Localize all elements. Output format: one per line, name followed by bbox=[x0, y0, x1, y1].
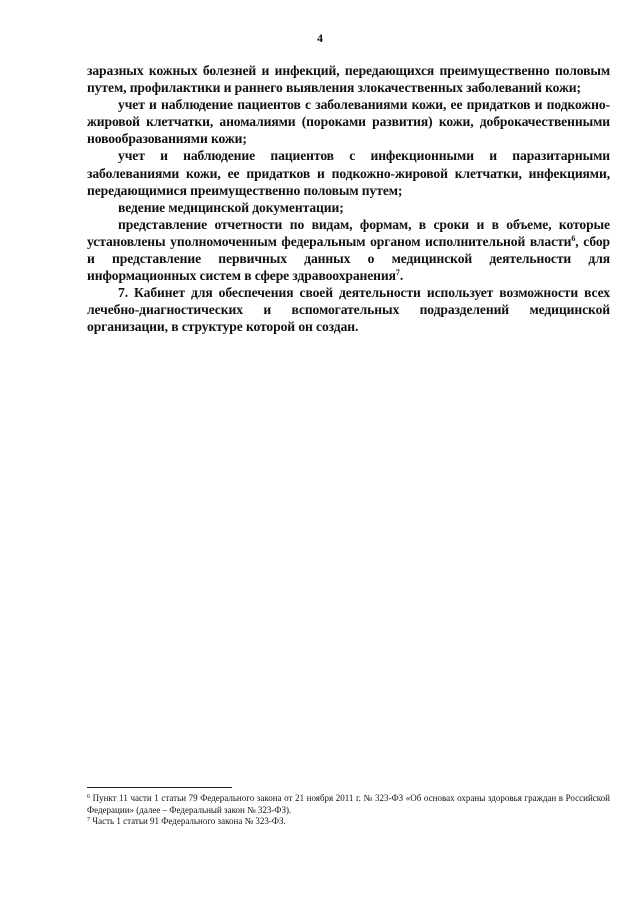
footnotes bbox=[87, 793, 610, 828]
paragraph-skin-diseases-continuation: заразных кожных болезней и инфекций, передающихся преимущественно половым путем, профилактики и раннего выявления злокачественных заболеваний кожи; bbox=[87, 63, 610, 96]
paragraph-skin-patients-registry: учет и наблюдение пациентов с заболеваниями кожи, ее придатков и подкожно-жировой клетчатки, аномалиями (пороками развития) кожи, доброкачественными новообразованиями кожи; bbox=[87, 97, 610, 147]
footnote-7 bbox=[87, 816, 610, 828]
footnote-6 bbox=[87, 793, 610, 816]
footnote-7-marker: 7 bbox=[87, 817, 90, 823]
footnote-7-text: Часть 1 статьи 91 Федерального закона № 323-ФЗ. bbox=[92, 816, 286, 826]
paragraph-medical-documentation: ведение медицинской документации; bbox=[118, 199, 344, 215]
footnote-ref-6[interactable]: 6 bbox=[571, 233, 576, 243]
paragraph-reporting bbox=[87, 216, 610, 284]
paragraph-item-7: 7. Кабинет для обеспечения своей деятельности использует возможности всех лечебно-диагностических и вспомогательных подразделений медицинской организации, в структуре которой он создан. bbox=[87, 285, 610, 335]
footnote-6-marker: 6 bbox=[87, 794, 90, 800]
page-number: 4 bbox=[317, 31, 323, 45]
main-text bbox=[87, 62, 610, 336]
paragraph-reporting-part-c: . bbox=[399, 268, 404, 284]
footnote-separator bbox=[87, 787, 232, 788]
footnote-ref-7[interactable]: 7 bbox=[395, 268, 400, 278]
paragraph-infectious-patients-registry: учет и наблюдение пациентов с инфекционными и паразитарными заболеваниями кожи, ее придатков и подкожно-жировой клетчатки, инфекциями, передающимися преимущественно половым путем; bbox=[87, 148, 610, 198]
paragraph-reporting-part-b: , сбор и представление первичных данных о медицинской деятельности для информационных систем в сфере здравоохранения bbox=[87, 233, 610, 284]
footnote-6-text: Пункт 11 части 1 статьи 79 Федерального закона от 21 ноября 2011 г. № 323-ФЗ «Об основах охраны здоровья граждан в Российской Федерации» (далее – Федеральный закон № 323-ФЗ). bbox=[87, 793, 610, 815]
paragraph-reporting-part-a: представление отчетности по видам, формам, в сроки и в объеме, которые установлены уполномоченным федеральным органом исполнительной власти bbox=[87, 216, 610, 249]
